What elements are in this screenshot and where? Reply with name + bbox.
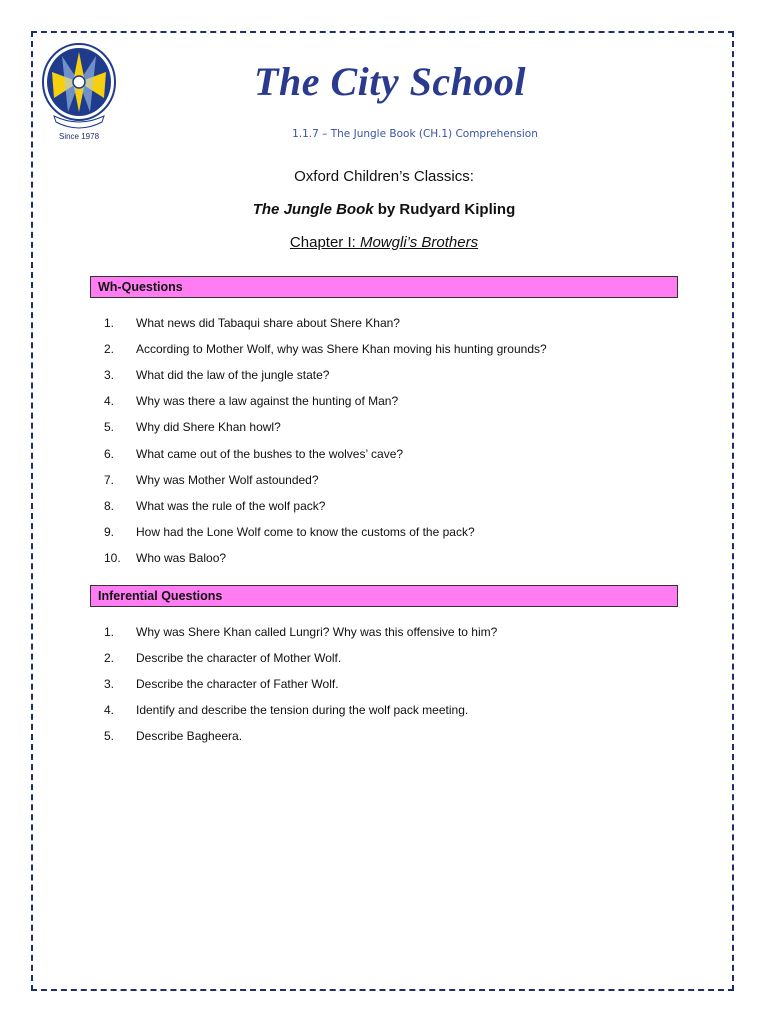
question-number: 4.: [104, 394, 115, 409]
question-item: [104, 310, 547, 336]
question-text: Why was there a law against the hunting of Man?: [136, 394, 399, 409]
question-number: 5.: [104, 420, 115, 435]
question-number: 7.: [104, 472, 115, 487]
question-number: 9.: [104, 524, 115, 539]
question-number: 5.: [104, 729, 115, 744]
question-number: 6.: [104, 446, 115, 461]
question-text: According to Mother Wolf, why was Shere Khan moving his hunting grounds?: [136, 342, 547, 357]
question-number: 8.: [104, 498, 115, 513]
question-item: [104, 545, 547, 571]
book-title: [0, 201, 768, 218]
chapter-prefix: Chapter I:: [289, 234, 360, 251]
question-item: [104, 467, 547, 493]
school-name: The City School: [254, 59, 526, 104]
question-text: Why was Mother Wolf astounded?: [136, 472, 319, 487]
question-item: [104, 519, 547, 545]
worksheet-subtitle: 1.1.7 – The Jungle Book (CH.1) Comprehension: [292, 128, 538, 140]
book-series: Oxford Children’s Classics:: [294, 168, 474, 185]
question-number: 10.: [104, 550, 121, 565]
question-text: Why did Shere Khan howl?: [136, 420, 281, 435]
book-title-author: by Rudyard Kipling: [373, 201, 516, 218]
question-number: 1.: [104, 625, 115, 640]
question-text: What news did Tabaqui share about Shere Khan?: [136, 316, 400, 331]
section-heading-inferential: Inferential Questions: [90, 585, 678, 607]
question-item: [104, 414, 547, 440]
question-item: [104, 671, 497, 697]
question-number: 2.: [104, 651, 115, 666]
question-number: 3.: [104, 677, 115, 692]
logo-since-label: Since 1978: [58, 132, 100, 141]
question-text: What was the rule of the wolf pack?: [136, 498, 326, 513]
question-item: [104, 440, 547, 466]
question-text: Describe the character of Mother Wolf.: [136, 651, 342, 666]
question-text: Describe Bagheera.: [136, 729, 243, 744]
question-item: [104, 388, 547, 414]
question-item: [104, 493, 547, 519]
question-text: Identify and describe the tension during the wolf pack meeting.: [136, 703, 469, 718]
question-item: [104, 362, 547, 388]
chapter-name: Mowgli’s Brothers: [359, 234, 479, 251]
question-text: Who was Baloo?: [136, 550, 227, 565]
question-text: How had the Lone Wolf come to know the customs of the pack?: [136, 524, 475, 539]
wh-question-list: [104, 310, 547, 571]
question-item: [104, 336, 547, 362]
section-heading-wh: Wh-Questions: [90, 276, 678, 298]
question-number: 4.: [104, 703, 115, 718]
question-text: What did the law of the jungle state?: [136, 368, 330, 383]
book-title-italic: The Jungle Book: [252, 201, 374, 218]
question-text: What came out of the bushes to the wolves’ cave?: [136, 446, 404, 461]
question-item: [104, 723, 497, 749]
question-item: [104, 619, 497, 645]
question-text: Why was Shere Khan called Lungri? Why was this offensive to him?: [136, 625, 498, 640]
question-item: [104, 697, 497, 723]
inferential-question-list: [104, 619, 497, 749]
question-number: 1.: [104, 316, 115, 331]
question-number: 2.: [104, 342, 115, 357]
chapter-heading: [0, 234, 768, 251]
question-number: 3.: [104, 368, 115, 383]
question-item: [104, 645, 497, 671]
question-text: Describe the character of Father Wolf.: [136, 677, 339, 692]
